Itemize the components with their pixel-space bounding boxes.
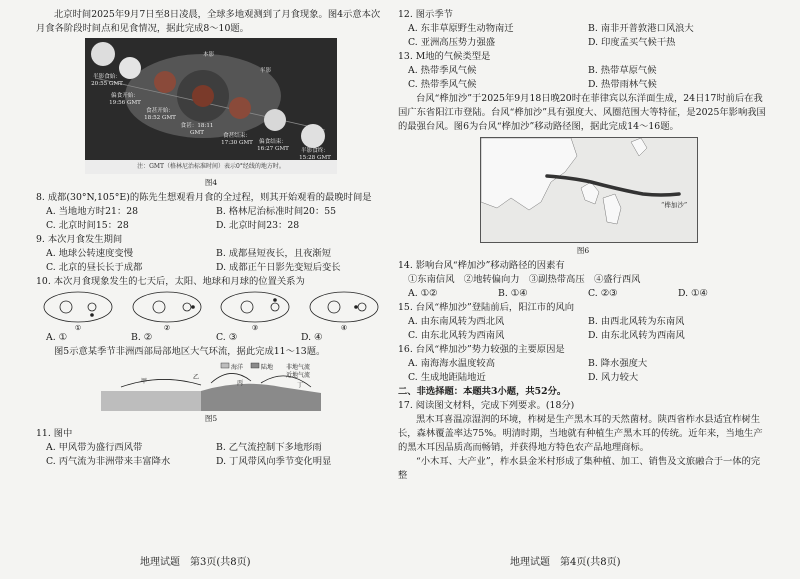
figure-6-map	[480, 137, 698, 243]
legend-label: 非地气流	[286, 364, 311, 371]
question-8-stem: 8. 成都(30°N,105°E)的陈先生想观看月食的全过程，则其开始观看的最晚时间是	[36, 192, 372, 203]
question-14-stem: 14. 影响台风“桦加沙”移动路径的因素有	[398, 260, 565, 271]
option-b[interactable]: B. 成都昼短夜长，且夜渐短	[216, 248, 332, 259]
left-column	[36, 8, 386, 469]
option-b[interactable]: B. 格林尼治标准时间20：55	[216, 206, 337, 217]
question-11-options	[36, 441, 386, 469]
option-d[interactable]: D. 丁风带风向季节变化明显	[216, 456, 332, 467]
figure-5-diagram	[101, 361, 321, 411]
umbra-label: 本影	[203, 52, 215, 58]
question-14-factors: ①东南信风 ②地转偏向力 ③副热带高压 ④盛行西风	[408, 274, 641, 285]
figure-4-note: 注：GMT（格林尼治标准时间）表示0°经线的地方时。	[85, 160, 337, 174]
question-17-paragraph: “小木耳、大产业”，柞水县金米村形成了集种植、加工、销售及文旅融合于一体的完整	[398, 456, 761, 481]
option-c[interactable]: C. ③	[216, 332, 238, 343]
diagram-number: ②	[163, 324, 170, 331]
option-b[interactable]: B. 南非开普敦港口风浪大	[588, 23, 694, 34]
region-label: 丙	[237, 380, 244, 387]
question-17-paragraph: 黑木耳喜温凉湿润的环境，柞树是生产黑木耳的天然菌材。陕西省柞水县适宜柞树生长，森林覆盖率达75%。明清时期，当地就有种植生产黑木耳的传统。近年来，当地生产的黑木耳因品质高而畅销，并获得地方特色农产品地理商标。	[398, 414, 763, 453]
option-a[interactable]: A. ①	[46, 332, 67, 343]
option-b[interactable]: B. 由西北风转为东南风	[588, 316, 685, 327]
legend-label: 近地气流	[286, 372, 311, 379]
option-c[interactable]: C. 热带季风气候	[408, 79, 477, 90]
orbit-diagram-3	[217, 289, 293, 331]
orbit-diagram-1	[40, 289, 116, 331]
region-label: 甲	[141, 378, 148, 385]
moon-phase-5	[229, 97, 251, 119]
option-a[interactable]: A. 由东南风转为西北风	[408, 316, 505, 327]
option-d[interactable]: D. 北京时间23：28	[216, 220, 300, 231]
question-12-stem: 12. 图示季节	[398, 9, 453, 20]
legend-label: 海洋	[231, 364, 244, 371]
question-12-options	[398, 22, 768, 50]
option-c[interactable]: C. 北京时间15：28	[46, 220, 129, 231]
orbit-diagram-2	[129, 289, 205, 331]
mainland-shape	[481, 138, 577, 210]
orbit-diagrams	[36, 289, 386, 331]
penumbra-label: 半影	[260, 68, 272, 74]
time-label: 食甚结束：17:30 GMT	[221, 133, 253, 146]
moon-phase-6	[264, 109, 286, 131]
option-d[interactable]: D. ④	[301, 332, 323, 343]
option-b[interactable]: B. 乙气流控制下多地形雨	[216, 442, 322, 453]
moon-phase-7	[301, 124, 325, 148]
option-b[interactable]: B. 降水强度大	[588, 358, 648, 369]
option-d[interactable]: D. 热带雨林气候	[588, 79, 657, 90]
time-label: 半影食始：20:55 GMT	[91, 74, 123, 87]
moon-phase-3	[154, 71, 176, 93]
option-c[interactable]: C. 亚洲高压势力强盛	[408, 37, 496, 48]
option-c[interactable]: C. 生成地距陆地近	[408, 372, 486, 383]
region-label: 丁	[297, 382, 304, 389]
question-8-options	[36, 205, 386, 233]
option-c[interactable]: C. 由东北风转为西南风	[408, 330, 505, 341]
question-14-options	[398, 287, 768, 301]
island-shape	[631, 138, 647, 156]
option-b[interactable]: B. 热带草原气候	[588, 65, 657, 76]
figure-4-caption: 图4	[204, 178, 218, 187]
diagram-number: ④	[340, 324, 348, 331]
option-c[interactable]: C. 北京的昼长长于成都	[46, 262, 143, 273]
section-heading: 二、非选择题：本题共3小题，共52分。	[398, 386, 567, 397]
option-c[interactable]: C. 丙气流为非洲带来丰富降水	[46, 456, 171, 467]
question-10-stem: 10. 本次月食现象发生的七天后，太阳、地球和月球的位置关系为	[36, 276, 305, 287]
option-d[interactable]: D. ①④	[678, 288, 708, 299]
legend-land-swatch	[251, 363, 259, 368]
island-shape	[581, 182, 599, 204]
typhoon-label: “桦加沙”	[661, 201, 688, 209]
diagram-number: ①	[74, 324, 82, 331]
left-page-footer: 地理试题 第3页(共8页)	[140, 557, 251, 568]
orbit-diagram-4	[306, 289, 382, 331]
option-a[interactable]: A. 东非草原野生动物南迁	[408, 23, 514, 34]
moon-phase-1	[91, 42, 115, 66]
option-a[interactable]: A. ①②	[408, 288, 438, 299]
figure-4-photo	[85, 38, 337, 170]
question-17-stem: 17. 阅读图文材料，完成下列要求。(18分)	[398, 400, 575, 411]
question-10-options	[36, 331, 386, 345]
question-9-options	[36, 247, 386, 275]
legend-label: 陆地	[261, 364, 274, 371]
legend-ocean-swatch	[221, 363, 229, 368]
right-page-footer: 地理试题 第4页(共8页)	[510, 557, 621, 568]
time-label: 偏食结束：16:27 GMT	[257, 139, 289, 152]
figure-6-caption: 图6	[576, 246, 590, 255]
time-label: 半影食终：15:28 GMT	[299, 148, 331, 161]
intro-text: 北京时间2025年9月7日至8日凌晨，全球多地观测到了月食现象。图4示意本次月食各阶段时间点和见食情况，据此完成8～10题。	[36, 9, 381, 34]
typhoon-track	[547, 176, 679, 195]
diagram-number: ③	[252, 324, 259, 331]
option-a[interactable]: A. 热带季风气候	[408, 65, 477, 76]
option-d[interactable]: D. 印度孟买气候干热	[588, 37, 676, 48]
right-column	[398, 8, 768, 483]
option-a[interactable]: A. 甲风带为盛行西风带	[46, 442, 143, 453]
question-13-options	[398, 64, 768, 92]
figure-5-caption: 图5	[204, 414, 218, 423]
option-d[interactable]: D. 由东北风转为西南风	[588, 330, 685, 341]
option-a[interactable]: A. 地球公转速度变慢	[46, 248, 133, 259]
moon-phase-4	[192, 85, 214, 107]
question-15-stem: 15. 台风“桦加沙”登陆前后，阳江市的风向	[398, 302, 574, 313]
time-label: 食甚开始：18:52 GMT	[144, 108, 176, 121]
option-a[interactable]: A. 当地地方时21：28	[46, 206, 139, 217]
time-label: 食甚：18:11 GMT	[180, 123, 214, 136]
question-11-stem: 11. 图中	[36, 428, 73, 439]
question-13-stem: 13. M地的气候类型是	[398, 51, 491, 62]
option-d[interactable]: D. 风力较大	[588, 372, 639, 383]
option-d[interactable]: D. 成都正午日影先变短后变长	[216, 262, 341, 273]
airflow-arrow	[121, 379, 201, 387]
figure-5-intro: 图5示意某季节非洲西部局部地区大气环流，据此完成11～13题。	[54, 346, 326, 357]
region-label: 乙	[193, 374, 200, 381]
option-b[interactable]: B. ②	[131, 332, 153, 343]
ocean-area	[101, 391, 201, 411]
question-15-options	[398, 315, 768, 343]
option-c[interactable]: C. ②③	[588, 288, 618, 299]
question-16-stem: 16. 台风“桦加沙”势力较强的主要原因是	[398, 344, 565, 355]
typhoon-intro: 台风“桦加沙”于2025年9月18日晚20时在菲律宾以东洋面生成，24日17时前后在我国广东省阳江市登陆。台风“桦加沙”具有强度大、风圈范围大等特征，是2025年影响我国的最强台风。图6为台风“桦加沙”移动路径图，据此完成14～16题。	[398, 93, 766, 132]
question-16-options	[398, 357, 768, 385]
question-9-stem: 9. 本次月食发生期间	[36, 234, 123, 245]
option-b[interactable]: B. ①④	[498, 288, 528, 299]
option-a[interactable]: A. 南海海水温度较高	[408, 358, 495, 369]
time-label: 偏食开始：19:56 GMT	[109, 93, 141, 106]
island-shape	[603, 194, 621, 224]
